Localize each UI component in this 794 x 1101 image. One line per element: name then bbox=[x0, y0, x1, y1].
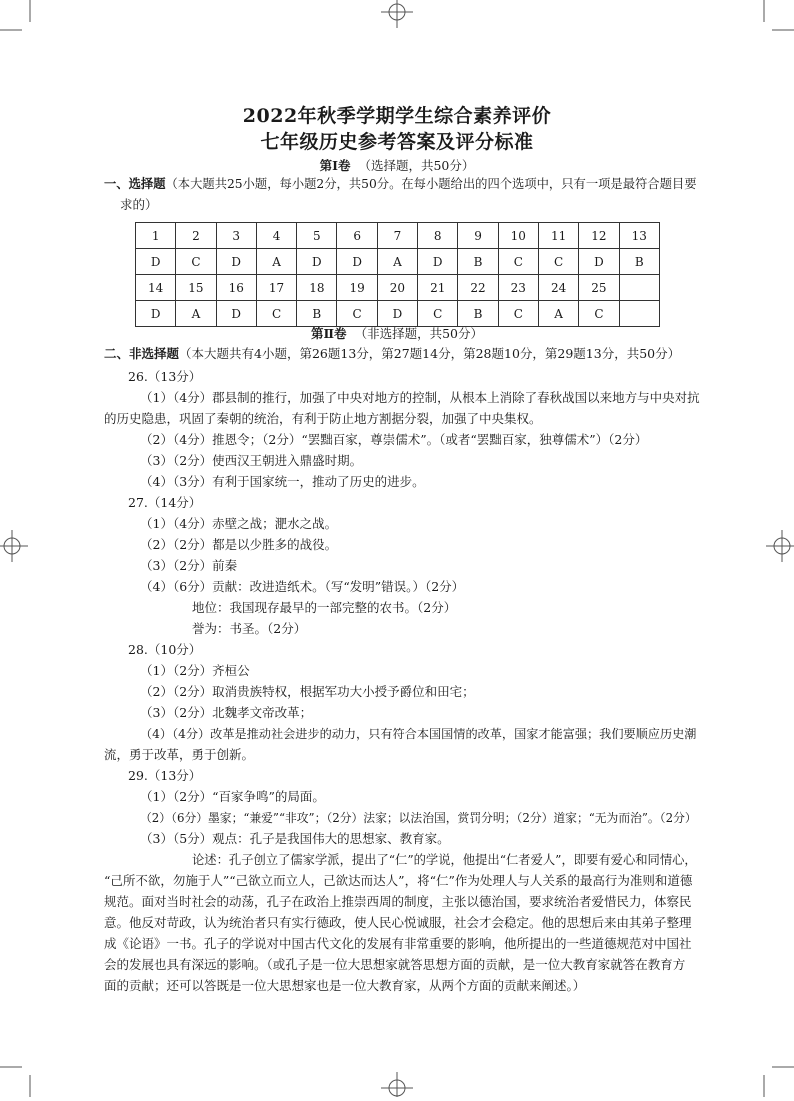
q27-answer-4-line3: 誉为：书圣。（2分） bbox=[192, 621, 307, 636]
q29-answer-3-line6: 成《论语》一书。孔子的学说对中国古代文化的发展有非常重要的影响，他所提出的一些道德规范对中国社 bbox=[104, 936, 692, 951]
answer-table-cell: B bbox=[458, 301, 498, 327]
answer-table-cell: 16 bbox=[216, 275, 256, 301]
part1-question-title: 一、选择题 bbox=[104, 176, 166, 191]
q26-answer-1-line1: （1）（4分）郡县制的推行，加强了中央对地方的控制，从根本上消除了春秋战国以来地方与中央对抗 bbox=[140, 390, 700, 405]
q26-answer-1-line2: 的历史隐患，巩固了秦朝的统治，有利于防止地方割据分裂，加强了中央集权。 bbox=[104, 411, 542, 426]
answer-table-cell: D bbox=[418, 249, 458, 275]
part2-heading-note: （非选择题，共50分） bbox=[354, 326, 483, 341]
q29-answer-3-line2: 论述：孔子创立了儒家学派，提出了“仁”的学说，他提出“仁者爱人”，即要有爱心和同情心， bbox=[192, 853, 697, 867]
answer-table-cell: 23 bbox=[498, 275, 538, 301]
answer-table-cell: 25 bbox=[579, 275, 619, 301]
q26-answer-4: （4）（3分）有利于国家统一，推动了历史的进步。 bbox=[140, 474, 425, 489]
part1-heading-label: 第Ⅰ卷 bbox=[319, 158, 351, 173]
answer-table-cell: 7 bbox=[377, 223, 417, 249]
q29-answer-3-line5: 意。他反对苛政，认为统治者只有实行德政，使人民心悦诚服，社会才会稳定。他的思想后来由其弟子整理 bbox=[104, 915, 692, 930]
crop-mark-bottom-right bbox=[754, 1057, 794, 1101]
q27-head: 27.（14分） bbox=[128, 495, 202, 510]
registration-mark-left bbox=[0, 530, 28, 562]
q29-answer-3-line1: （3）（5分）观点：孔子是我国伟大的思想家、教育家。 bbox=[140, 831, 450, 846]
answer-table-cell: 14 bbox=[136, 275, 176, 301]
registration-mark-top bbox=[381, 0, 413, 28]
q29-answer-3-line7: 会的发展也具有深远的影响。（或孔子是一位大思想家就答思想方面的贡献，是一位大教育家就答在教育方 bbox=[104, 957, 686, 972]
q29-answer-3-line8: 面的贡献；还可以答既是一位大思想家也是一位大教育家，从两个方面的贡献来阐述。） bbox=[104, 978, 586, 993]
answer-table-cell: D bbox=[337, 249, 377, 275]
q27-answer-4-line2: 地位：我国现存最早的一部完整的农书。（2分） bbox=[192, 600, 457, 615]
q28-answer-3: （3）（2分）北魏孝文帝改革； bbox=[140, 705, 313, 720]
answer-table-cell: C bbox=[418, 301, 458, 327]
answer-table-cell: C bbox=[498, 249, 538, 275]
answer-table bbox=[135, 222, 660, 327]
answer-table-cell: D bbox=[297, 249, 337, 275]
answer-table-cell: D bbox=[377, 301, 417, 327]
part1-question-desc-line2: 求的） bbox=[120, 197, 158, 212]
registration-mark-right bbox=[766, 530, 794, 562]
answer-table-row bbox=[136, 249, 660, 275]
q27-answer-2: （2）（2分）都是以少胜多的战役。 bbox=[140, 537, 338, 552]
answer-table-cell: D bbox=[136, 301, 176, 327]
answer-table-cell: C bbox=[538, 249, 578, 275]
answer-table-cell: 10 bbox=[498, 223, 538, 249]
answer-table-cell: A bbox=[256, 249, 296, 275]
answer-table-cell: C bbox=[256, 301, 296, 327]
answer-table-cell: 20 bbox=[377, 275, 417, 301]
answer-table-cell bbox=[619, 275, 659, 301]
answer-table-cell: 11 bbox=[538, 223, 578, 249]
answer-table-cell: D bbox=[136, 249, 176, 275]
q29-answer-1: （1）（2分）“百家争鸣”的局面。 bbox=[140, 789, 325, 804]
answer-table-cell: 2 bbox=[176, 223, 216, 249]
answer-table-cell: 17 bbox=[256, 275, 296, 301]
crop-mark-bottom-left bbox=[0, 1057, 40, 1101]
answer-table-cell: C bbox=[579, 301, 619, 327]
answer-table-cell: A bbox=[377, 249, 417, 275]
answer-table-cell bbox=[619, 301, 659, 327]
answer-table-cell: 8 bbox=[418, 223, 458, 249]
part1-question-desc: （本大题共25小题，每小题2分，共50分。在每小题给出的四个选项中，只有一项是最符合题目要 bbox=[165, 177, 697, 191]
answer-table-cell: 22 bbox=[458, 275, 498, 301]
answer-table-cell: 1 bbox=[136, 223, 176, 249]
answer-table-cell: C bbox=[337, 301, 377, 327]
q29-head: 29.（13分） bbox=[128, 768, 202, 783]
document-title: 2022年秋季学期学生综合素养评价 bbox=[242, 105, 552, 127]
q28-answer-4-line2: 流，勇于改革，勇于创新。 bbox=[104, 747, 255, 762]
q26-answer-3: （3）（2分）使西汉王朝进入鼎盛时期。 bbox=[140, 453, 363, 468]
answer-table-cell: 12 bbox=[579, 223, 619, 249]
q28-answer-1: （1）（2分）齐桓公 bbox=[140, 663, 250, 678]
crop-mark-top-left bbox=[0, 0, 40, 44]
answer-table-cell: 19 bbox=[337, 275, 377, 301]
part1-heading-note: （选择题，共50分） bbox=[358, 158, 475, 173]
answer-table-cell: D bbox=[216, 249, 256, 275]
document-subtitle: 七年级历史参考答案及评分标准 bbox=[260, 131, 534, 153]
answer-table-row bbox=[136, 223, 660, 249]
q26-head: 26.（13分） bbox=[128, 369, 202, 384]
answer-table-row bbox=[136, 275, 660, 301]
registration-mark-bottom bbox=[381, 1072, 413, 1097]
part2-heading bbox=[0, 324, 794, 342]
part1-heading bbox=[0, 156, 794, 174]
q27-answer-3: （3）（2分）前秦 bbox=[140, 558, 238, 573]
answer-table-cell: B bbox=[297, 301, 337, 327]
answer-table-cell: B bbox=[619, 249, 659, 275]
answer-table-cell: C bbox=[498, 301, 538, 327]
answer-table-cell: 3 bbox=[216, 223, 256, 249]
answer-table-cell: 15 bbox=[176, 275, 216, 301]
answer-table-cell: C bbox=[176, 249, 216, 275]
answer-table-cell: 6 bbox=[337, 223, 377, 249]
answer-table-cell: 21 bbox=[418, 275, 458, 301]
answer-table-cell: 13 bbox=[619, 223, 659, 249]
answer-table-cell: 24 bbox=[538, 275, 578, 301]
part2-question-desc: （本大题共有4小题，第26题13分，第27题14分，第28题10分，第29题13分，共50分） bbox=[179, 346, 681, 361]
crop-mark-top-right bbox=[754, 0, 794, 44]
q28-answer-2: （2）（2分）取消贵族特权，根据军功大小授予爵位和田宅； bbox=[140, 684, 475, 699]
answer-table-row bbox=[136, 301, 660, 327]
part2-question-desc-line bbox=[104, 345, 680, 363]
q28-head: 28.（10分） bbox=[128, 642, 202, 657]
answer-table-cell: 4 bbox=[256, 223, 296, 249]
answer-table-cell: 9 bbox=[458, 223, 498, 249]
q29-answer-3-line4: 规范。面对当时社会的动荡，孔子在政治上推崇西周的制度，主张以德治国，要求统治者爱惜民力，体察民 bbox=[104, 894, 692, 909]
q27-answer-4-line1: （4）（6分）贡献：改进造纸术。（写“发明”错误。）（2分） bbox=[140, 579, 465, 594]
part2-question-title: 二、非选择题 bbox=[104, 346, 180, 361]
q28-answer-4-line1: （4）（4分）改革是推动社会进步的动力，只有符合本国国情的改革，国家才能富强；我们要顺应历史潮 bbox=[140, 727, 697, 741]
q26-answer-2: （2）（4分）推恩令；（2分）“罢黜百家，尊崇儒术”。（或者“罢黜百家，独尊儒术”）（2分） bbox=[140, 432, 648, 447]
q27-answer-1: （1）（4分）赤壁之战；淝水之战。 bbox=[140, 516, 338, 531]
answer-table-cell: B bbox=[458, 249, 498, 275]
q29-answer-3-line3: “己所不欲，勿施于人”“己欲立而立人，己欲达而达人”，将“仁”作为处理人与人关系的最高行为准则和道德 bbox=[104, 873, 693, 888]
answer-table-cell: D bbox=[579, 249, 619, 275]
part2-heading-label: 第Ⅱ卷 bbox=[311, 326, 347, 341]
answer-table-cell: A bbox=[538, 301, 578, 327]
part1-question-desc-line1 bbox=[104, 175, 697, 193]
answer-table-cell: 18 bbox=[297, 275, 337, 301]
answer-table-cell: A bbox=[176, 301, 216, 327]
q29-answer-2: （2）（6分）墨家；“兼爱”“非攻”；（2分）法家；以法治国，赏罚分明；（2分）道家；“无为而治”。（2分） bbox=[140, 811, 697, 825]
answer-table-cell: 5 bbox=[297, 223, 337, 249]
answer-table-cell: D bbox=[216, 301, 256, 327]
